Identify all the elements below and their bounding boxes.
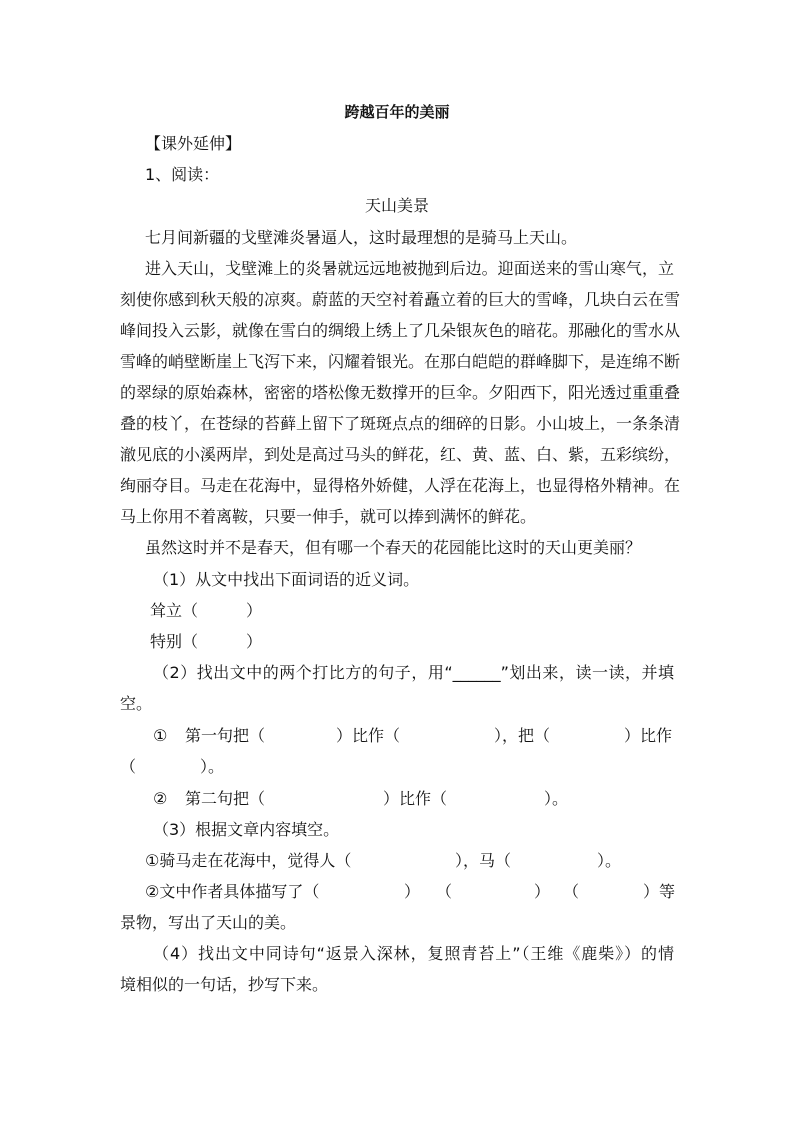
question-2-sentence-1-end: （ ）。 bbox=[120, 757, 225, 776]
passage-title: 天山美景 bbox=[364, 196, 429, 215]
question-2-cont: 空。 bbox=[120, 694, 153, 713]
paragraph-2-line: 的翠绿的原始森林，密密的塔松像无数撑开的巨伞。夕阳西下，阳光透过重重叠 bbox=[120, 383, 681, 402]
fill-text: （ bbox=[436, 882, 453, 901]
fill-text: ）比作（ bbox=[336, 726, 401, 745]
document-title: 跨越百年的美丽 bbox=[344, 103, 450, 121]
fill-text: 第一句把（ bbox=[185, 726, 266, 745]
paragraph-2-line: 雪峰的峭壁断崖上飞泻下来，闪耀着银光。在那白皑皑的群峰脚下，是连绵不断 bbox=[120, 352, 681, 371]
fill-text: ②文中作者具体描写了（ bbox=[145, 882, 320, 901]
fill-text: ）比作（ bbox=[383, 789, 448, 808]
paragraph-2-line: 叠的枝丫，在苍绿的苔藓上留下了斑斑点点的细碎的日影。小山坡上，一条条清 bbox=[120, 414, 681, 433]
fill-text: ）等 bbox=[643, 882, 676, 901]
question-1: （1）从文中找出下面词语的近义词。 bbox=[153, 570, 420, 589]
fill-text: （ bbox=[563, 882, 580, 901]
fill-text: ），马（ bbox=[455, 851, 512, 870]
fill-text: ），把（ bbox=[494, 726, 551, 745]
item-number: 1、阅读： bbox=[145, 165, 220, 184]
fill-text: ） bbox=[404, 882, 421, 901]
circled-number: ② bbox=[153, 789, 168, 808]
circled-number: ① bbox=[153, 726, 168, 745]
paragraph-2-line: 澈见底的小溪两岸，到处是高过马头的鲜花，红、黄、蓝、白、紫，五彩缤纷， bbox=[120, 445, 681, 464]
paragraph-1: 七月间新疆的戈壁滩炎暑逼人，这时最理想的是骑马上天山。 bbox=[145, 228, 578, 247]
question-3: （3）根据文章内容填空。 bbox=[153, 820, 340, 839]
question-1-blank-b: 特别（ ） bbox=[150, 632, 263, 651]
paragraph-3: 虽然这时并不是春天，但有哪一个春天的花园能比这时的天山更美丽？ bbox=[145, 538, 642, 557]
fill-text: ）比作 bbox=[624, 726, 673, 745]
paragraph-2-line: 绚丽夺目。马走在花海中，显得格外娇健，人浮在花海上，也显得格外精神。在 bbox=[120, 476, 681, 495]
question-3-b-end: 景物，写出了天山的美。 bbox=[120, 913, 297, 932]
paragraph-2-line: 马上你用不着离鞍，只要一伸手，就可以捧到满怀的鲜花。 bbox=[120, 507, 537, 526]
question-4-cont: 境相似的一句话，抄写下来。 bbox=[120, 975, 329, 994]
paragraph-2-line: 进入天山，戈壁滩上的炎暑就远远地被抛到后边。迎面送来的雪山寒气，立 bbox=[145, 259, 674, 278]
fill-text: ①骑马走在花海中，觉得人（ bbox=[145, 851, 352, 870]
paragraph-2-line: 刻使你感到秋天般的凉爽。蔚蓝的天空衬着矗立着的巨大的雪峰，几块白云在雪 bbox=[120, 290, 681, 309]
fill-text: ） bbox=[534, 882, 551, 901]
question-1-blank-a: 耸立（ ） bbox=[150, 601, 263, 620]
question-2: （2）找出文中的两个打比方的句子，用“______”划出来，读一读，并填 bbox=[153, 663, 674, 682]
section-heading: 【课外延伸】 bbox=[145, 134, 242, 153]
paragraph-2-line: 峰间投入云影，就像在雪白的绸缎上绣上了几朵银灰色的暗花。那融化的雪水从 bbox=[120, 321, 681, 340]
fill-text: ）。 bbox=[597, 851, 622, 870]
fill-text: ）。 bbox=[544, 789, 569, 808]
question-4: （4）找出文中同诗句“返景入深林，复照青苔上”（王维《鹿柴》）的情 bbox=[153, 944, 674, 963]
fill-text: 第二句把（ bbox=[185, 789, 266, 808]
